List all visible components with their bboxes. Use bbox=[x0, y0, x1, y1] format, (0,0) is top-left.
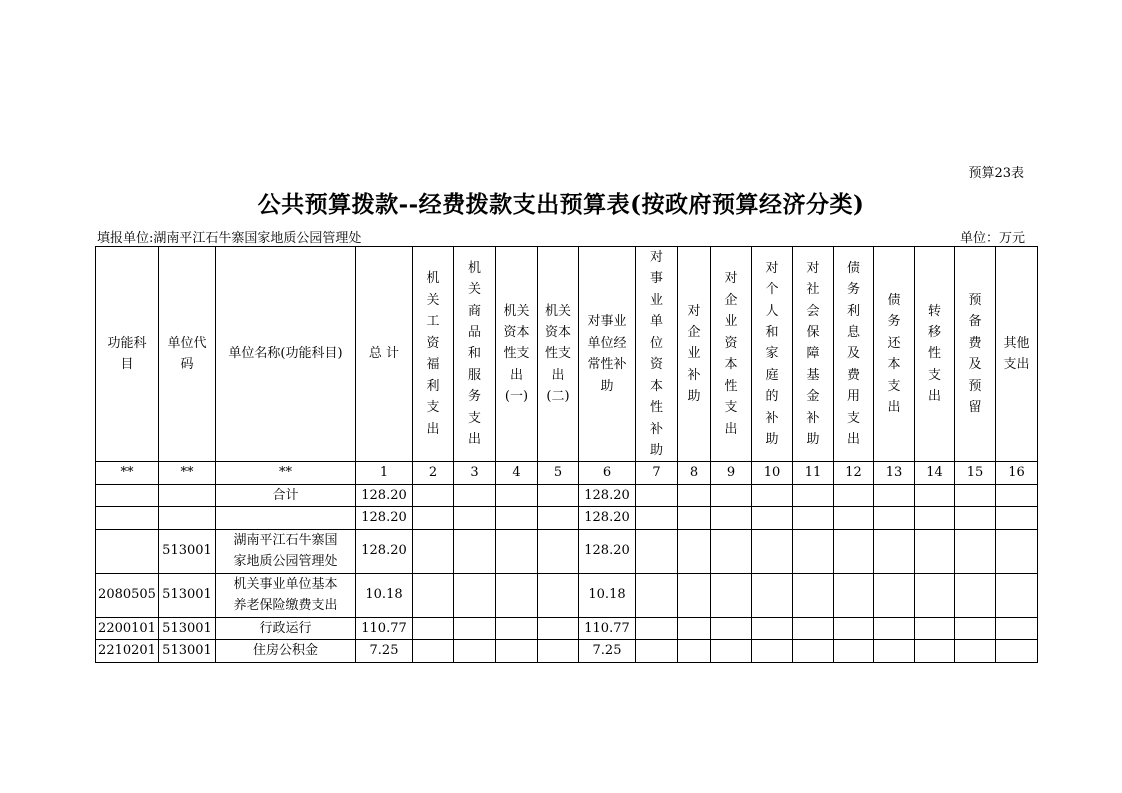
header-cell: 机关资本性支出(一) bbox=[496, 247, 538, 462]
subsidy-cell: 128.20 bbox=[579, 529, 636, 573]
header-cell: 机关工资福利支出 bbox=[413, 247, 454, 462]
total-cell: 128.20 bbox=[356, 484, 413, 506]
header-cell: 功能科目 bbox=[96, 247, 159, 462]
table-row bbox=[96, 507, 1038, 529]
header-cell: 机关资本性支出(二) bbox=[538, 247, 579, 462]
func-code-cell bbox=[96, 484, 159, 506]
header-cell: 单位名称(功能科目) bbox=[216, 247, 356, 462]
column-number: 13 bbox=[874, 462, 915, 484]
table-row bbox=[96, 640, 1038, 662]
header-cell: 债务还本支出 bbox=[874, 247, 915, 462]
total-cell: 128.20 bbox=[356, 529, 413, 573]
column-number-row bbox=[96, 462, 1038, 484]
column-number: 1 bbox=[356, 462, 413, 484]
header-cell: 单位代码 bbox=[159, 247, 216, 462]
header-cell: 债务利息及费用支出 bbox=[834, 247, 874, 462]
unit-code-cell: 513001 bbox=[159, 617, 216, 639]
column-number: 5 bbox=[538, 462, 579, 484]
table-row bbox=[96, 529, 1038, 573]
fill-unit: 填报单位:湖南平江石牛寨国家地质公园管理处 bbox=[97, 231, 362, 246]
subsidy-cell: 128.20 bbox=[579, 484, 636, 506]
total-cell: 10.18 bbox=[356, 573, 413, 617]
column-number: ** bbox=[159, 462, 216, 484]
table-row bbox=[96, 573, 1038, 617]
func-code-cell: 2200101 bbox=[96, 617, 159, 639]
total-cell: 110.77 bbox=[356, 617, 413, 639]
subsidy-cell: 110.77 bbox=[579, 617, 636, 639]
header-cell: 对事业单位经常性补助 bbox=[579, 247, 636, 462]
unit-code-cell: 513001 bbox=[159, 573, 216, 617]
header-row bbox=[96, 247, 1038, 462]
header-cell: 预备费及预留 bbox=[955, 247, 996, 462]
column-number: 12 bbox=[834, 462, 874, 484]
header-cell: 机关商品和服务支出 bbox=[454, 247, 496, 462]
column-number: 16 bbox=[996, 462, 1038, 484]
form-number: 预算23表 bbox=[968, 166, 1024, 181]
subsidy-cell: 7.25 bbox=[579, 640, 636, 662]
func-code-cell bbox=[96, 529, 159, 573]
unit-name-cell bbox=[216, 507, 356, 529]
total-cell: 128.20 bbox=[356, 507, 413, 529]
func-code-cell: 2210201 bbox=[96, 640, 159, 662]
column-number: 10 bbox=[752, 462, 793, 484]
unit-name-cell: 湖南平江石牛寨国家地质公园管理处 bbox=[216, 529, 356, 573]
header-cell: 对个人和家庭的补助 bbox=[752, 247, 793, 462]
column-number: 6 bbox=[579, 462, 636, 484]
func-code-cell: 2080505 bbox=[96, 573, 159, 617]
column-number: 8 bbox=[678, 462, 711, 484]
column-number: 4 bbox=[496, 462, 538, 484]
subsidy-cell: 128.20 bbox=[579, 507, 636, 529]
unit-name-cell: 住房公积金 bbox=[216, 640, 356, 662]
column-number: ** bbox=[216, 462, 356, 484]
unit-name-cell: 合计 bbox=[216, 484, 356, 506]
header-cell: 对事业单位资本性补助 bbox=[636, 247, 678, 462]
column-number: 9 bbox=[711, 462, 752, 484]
unit-label: 单位：万元 bbox=[959, 231, 1025, 246]
func-code-cell bbox=[96, 507, 159, 529]
header-cell: 总 计 bbox=[356, 247, 413, 462]
budget-table bbox=[95, 246, 1038, 663]
header-cell: 转移性支出 bbox=[915, 247, 955, 462]
column-number: 2 bbox=[413, 462, 454, 484]
header-cell: 其他支出 bbox=[996, 247, 1038, 462]
table-row bbox=[96, 617, 1038, 639]
table-row bbox=[96, 484, 1038, 506]
unit-name-cell: 行政运行 bbox=[216, 617, 356, 639]
column-number: ** bbox=[96, 462, 159, 484]
column-number: 7 bbox=[636, 462, 678, 484]
unit-code-cell: 513001 bbox=[159, 640, 216, 662]
header-cell: 对社会保障基金补助 bbox=[793, 247, 834, 462]
header-cell: 对企业资本性支出 bbox=[711, 247, 752, 462]
subsidy-cell: 10.18 bbox=[579, 573, 636, 617]
column-number: 14 bbox=[915, 462, 955, 484]
unit-code-cell bbox=[159, 507, 216, 529]
unit-code-cell bbox=[159, 484, 216, 506]
header-cell: 对企业补助 bbox=[678, 247, 711, 462]
column-number: 11 bbox=[793, 462, 834, 484]
total-cell: 7.25 bbox=[356, 640, 413, 662]
unit-code-cell: 513001 bbox=[159, 529, 216, 573]
column-number: 3 bbox=[454, 462, 496, 484]
unit-name-cell: 机关事业单位基本养老保险缴费支出 bbox=[216, 573, 356, 617]
page-title: 公共预算拨款--经费拨款支出预算表(按政府预算经济分类) bbox=[257, 191, 865, 218]
column-number: 15 bbox=[955, 462, 996, 484]
